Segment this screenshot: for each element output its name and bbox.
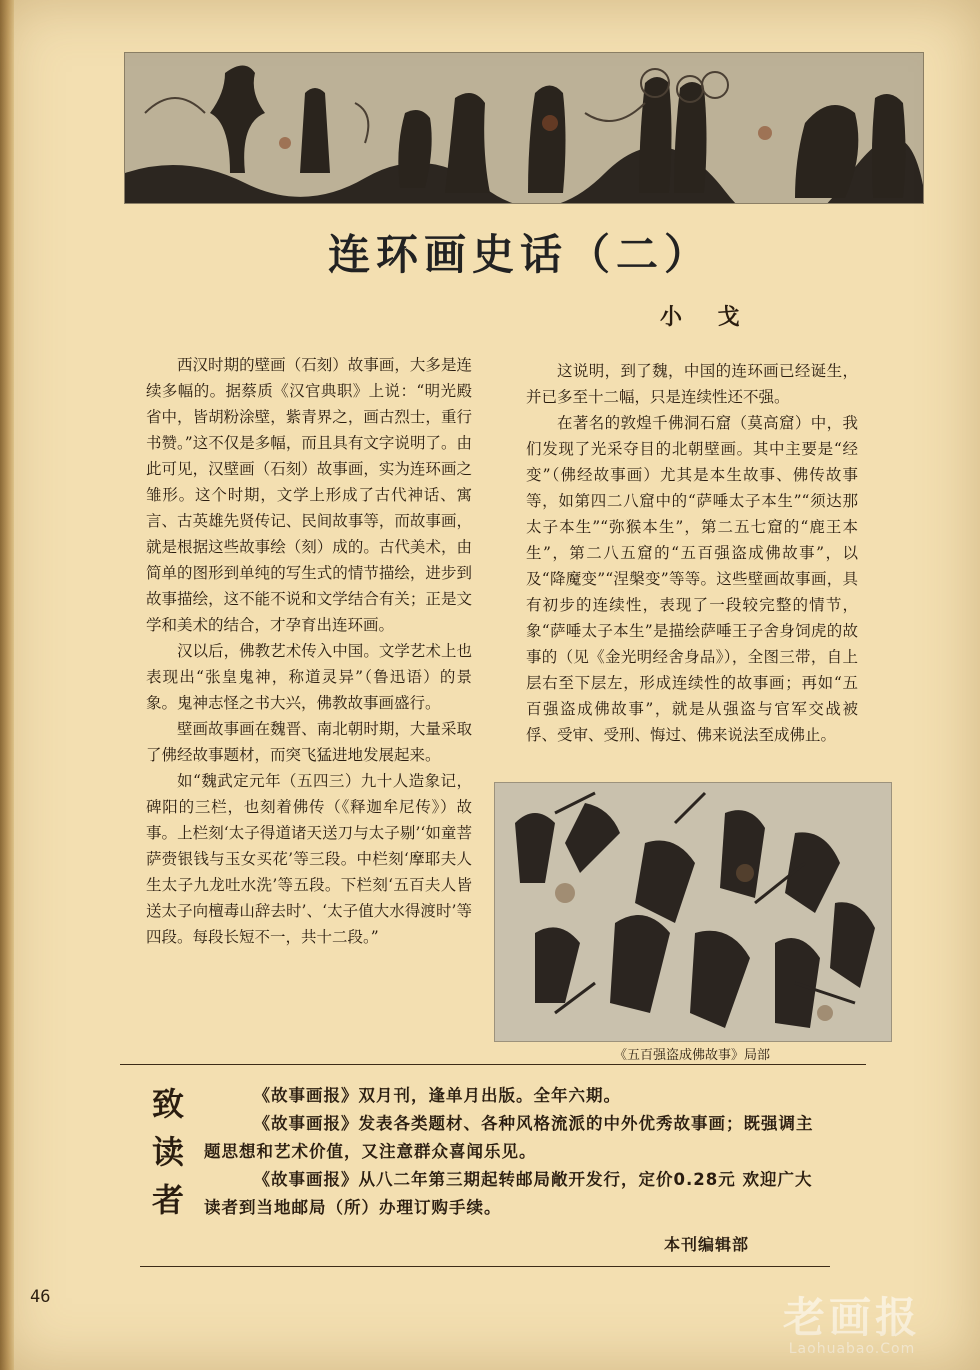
battle-scene-illustration: [495, 783, 891, 1041]
article-author: 小 戈: [660, 305, 754, 330]
page-binding-edge: [0, 0, 14, 1370]
notice-heading-char: 致: [151, 1085, 184, 1123]
mural-illustration: [125, 53, 923, 203]
divider-bottom: [140, 1266, 830, 1267]
left-text-column: [146, 352, 472, 950]
notice-paragraph: 《故事画报》从八二年第三期起转邮局敞开发行，定价0.28元 欢迎广大读者到当地邮局（所）办理订购手续。: [204, 1170, 813, 1217]
notice-heading-char: 者: [151, 1181, 184, 1219]
paragraph: 壁画故事画在魏晋、南北朝时期，大量采取了佛经故事题材，而突飞猛进地发展起来。: [146, 720, 472, 764]
notice-heading: [146, 1080, 190, 1224]
paragraph: 这说明，到了魏，中国的连环画已经诞生，并已多至十二幅，只是连续性还不强。: [526, 362, 858, 406]
mural-banner-image: [124, 52, 924, 204]
paragraph: 在著名的敦煌千佛洞石窟（莫高窟）中，我们发现了光采夺目的北朝壁画。其中主要是“经变”（佛经故事画）尤其是本生故事、佛传故事等，如第四二八窟中的“萨唾太子本生”“须达那太子本生”“弥猴本生”，第二五七窟的“鹿王本生”，第二八五窟的“五百强盗成佛故事”，以及“降魔变”“涅槃变”等等。这些壁画故事画，具有初步的连续性，表现了一段较完整的情节，象“萨唾太子本生”是描绘萨唾王子舍身饲虎的故事的（见《金光明经舍身品》），全图三带，自上层右至下层左，形成连续性的故事画；再如“五百强盗成佛故事”，就是从强盗与官军交战被俘、受审、受刑、悔过、佛来说法至成佛止。: [526, 414, 858, 744]
mural-photo: [494, 782, 892, 1042]
divider-top: [120, 1064, 866, 1065]
photo-caption: 《五百强盗成佛故事》局部: [613, 1048, 770, 1063]
notice-paragraph: 《故事画报》发表各类题材、各种风格流派的中外优秀故事画；既强调主题思想和艺术价值，又注意群众喜闻乐见。: [204, 1114, 814, 1161]
notice-heading-char: 读: [151, 1133, 184, 1171]
notice-signature: 本刊编辑部: [664, 1235, 750, 1254]
paragraph: 西汉时期的壁画（石刻）故事画，大多是连续多幅的。据蔡质《汉官典职》上说：“明光殿省中，皆胡粉涂壁，紫青界之，画古烈士，重行书赞。”这不仅是多幅，而且具有文字说明了。由此可见，汉壁画（石刻）故事画，实为连环画之雏形。这个时期，文学上形成了古代神话、寓言、古英雄先贤传记、民间故事等，而故事画，就是根据这些故事绘（刻）成的。古代美术，由简单的图形到单纯的写生式的情节描绘，进步到故事描绘，这不能不说和文学结合有关；正是文学和美术的结合，才孕育出连环画。: [146, 356, 472, 634]
right-text-column: [526, 358, 858, 748]
watermark-main: 老画报: [782, 1293, 921, 1342]
site-watermark: [752, 1285, 952, 1357]
watermark-sub: Laohuabao.Com: [788, 1341, 916, 1357]
article-title: 连环画史话（二）: [327, 230, 712, 279]
paragraph: 汉以后，佛教艺术传入中国。文学艺术上也表现出“张皇鬼神，称道灵异”（鲁迅语）的景象。鬼神志怪之书大兴，佛教故事画盛行。: [146, 642, 472, 712]
paragraph: 如“魏武定元年（五四三）九十人造象记，碑阳的三栏，也刻着佛传（《释迦牟尼传》）故事。上栏刻‘太子得道诸天送刀与太子剔’‘如童菩萨赍银钱与玉女买花’等三段。中栏刻‘摩耶夫人生太子九龙吐水洗’等五段。下栏刻‘五百夫人皆送太子向檀毒山辞去时’、‘太子值大水得渡时’等四段。每段长短不一，共十二段。”: [146, 772, 472, 946]
page-number: 46: [30, 1287, 51, 1307]
notice-paragraph: 《故事画报》双月刊，逢单月出版。全年六期。: [253, 1086, 621, 1105]
notice-body: [204, 1082, 824, 1222]
